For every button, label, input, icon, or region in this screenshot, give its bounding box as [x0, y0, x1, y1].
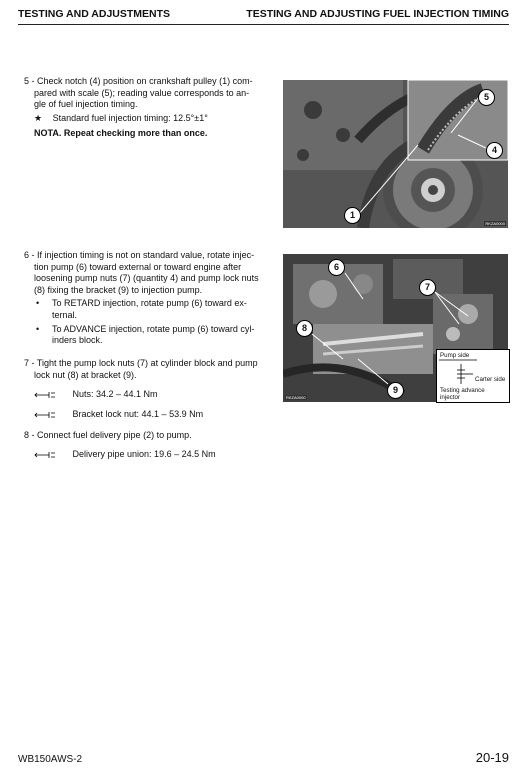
inset-caption: Testing advance [440, 387, 485, 394]
figure-code: RKZA0000 [485, 221, 505, 226]
header-rule [18, 24, 509, 25]
bullet-advance [24, 324, 274, 347]
step-8 [24, 430, 274, 442]
torque-wrench-icon [34, 451, 56, 459]
bullet-retard [24, 298, 274, 321]
callout-6: 6 [328, 259, 345, 276]
bullet-text: To ADVANCE injection, rotate pump (6) toward cyl- [52, 323, 255, 334]
bullet-icon: • [36, 323, 40, 334]
section-title: TESTING AND ADJUSTMENTS [18, 8, 171, 20]
page-title: TESTING AND ADJUSTING FUEL INJECTION TIMING [246, 8, 509, 20]
callout-7: 7 [419, 279, 436, 296]
inset-caption: injector [440, 394, 460, 401]
step-7-line: 7 - Tight the pump lock nuts (7) at cylinder block and pump [24, 358, 258, 368]
step-5-line: gle of fuel injection timing. [34, 99, 138, 110]
bullet-text: inders block. [52, 335, 103, 346]
bullet-text: ternal. [52, 309, 78, 320]
page-number: 20-19 [475, 750, 509, 765]
step-8-line: 8 - Connect fuel delivery pipe (2) to pump. [24, 430, 192, 440]
step-7 [24, 358, 274, 381]
crankshaft-pulley-illustration [283, 80, 508, 228]
bullet-icon: • [36, 298, 40, 309]
callout-9: 9 [387, 382, 404, 399]
torque-wrench-icon [34, 391, 56, 399]
callout-1: 1 [344, 207, 361, 224]
step-6-line: tion pump (6) toward external or toward engine after [34, 261, 242, 272]
step-6-line: 6 - If injection timing is not on standard value, rotate injec- [24, 250, 255, 260]
torque-wrench-icon [34, 411, 56, 419]
step-5-line: pared with scale (5); reading value corresponds to an- [34, 87, 250, 98]
carter-side-label: Carter side [475, 376, 506, 383]
step-5-note: NOTA. Repeat checking more than once. [34, 128, 208, 139]
model-number: WB150AWS-2 [18, 754, 83, 765]
torque-nuts [34, 389, 158, 400]
callout-4: 4 [486, 142, 503, 159]
callout-8: 8 [296, 320, 313, 337]
torque-value: Bracket lock nut: 44.1 – 53.9 Nm [72, 409, 204, 419]
callout-5: 5 [478, 89, 495, 106]
step-5-spec-text: Standard fuel injection timing: 12.5°±1° [52, 112, 208, 123]
torque-bracket [34, 409, 203, 420]
star-icon: ★ [34, 112, 43, 123]
step-5-line: 5 - Check notch (4) position on crankshaft pulley (1) com- [24, 76, 253, 86]
torque-value: Nuts: 34.2 – 44.1 Nm [72, 389, 158, 399]
pump-side-label: Pump side [440, 352, 470, 359]
bullet-text: To RETARD injection, rotate pump (6) toward ex- [52, 298, 247, 309]
step-6 [24, 250, 274, 347]
step-5 [24, 76, 274, 140]
advance-injector-inset [436, 349, 510, 403]
torque-delivery-pipe [34, 449, 216, 460]
crankshaft-pulley-photo [283, 80, 508, 228]
step-7-line: lock nut (8) at bracket (9). [34, 369, 137, 380]
torque-value: Delivery pipe union: 19.6 – 24.5 Nm [72, 449, 216, 459]
step-5-spec [24, 113, 274, 125]
step-6-line: loosening pump nuts (7) (quantity 4) and pump lock nuts [34, 273, 259, 284]
step-6-line: (8) fixing the bracket (9) to injection pump. [34, 284, 203, 295]
figure-code: RKZA0000 [286, 395, 306, 400]
